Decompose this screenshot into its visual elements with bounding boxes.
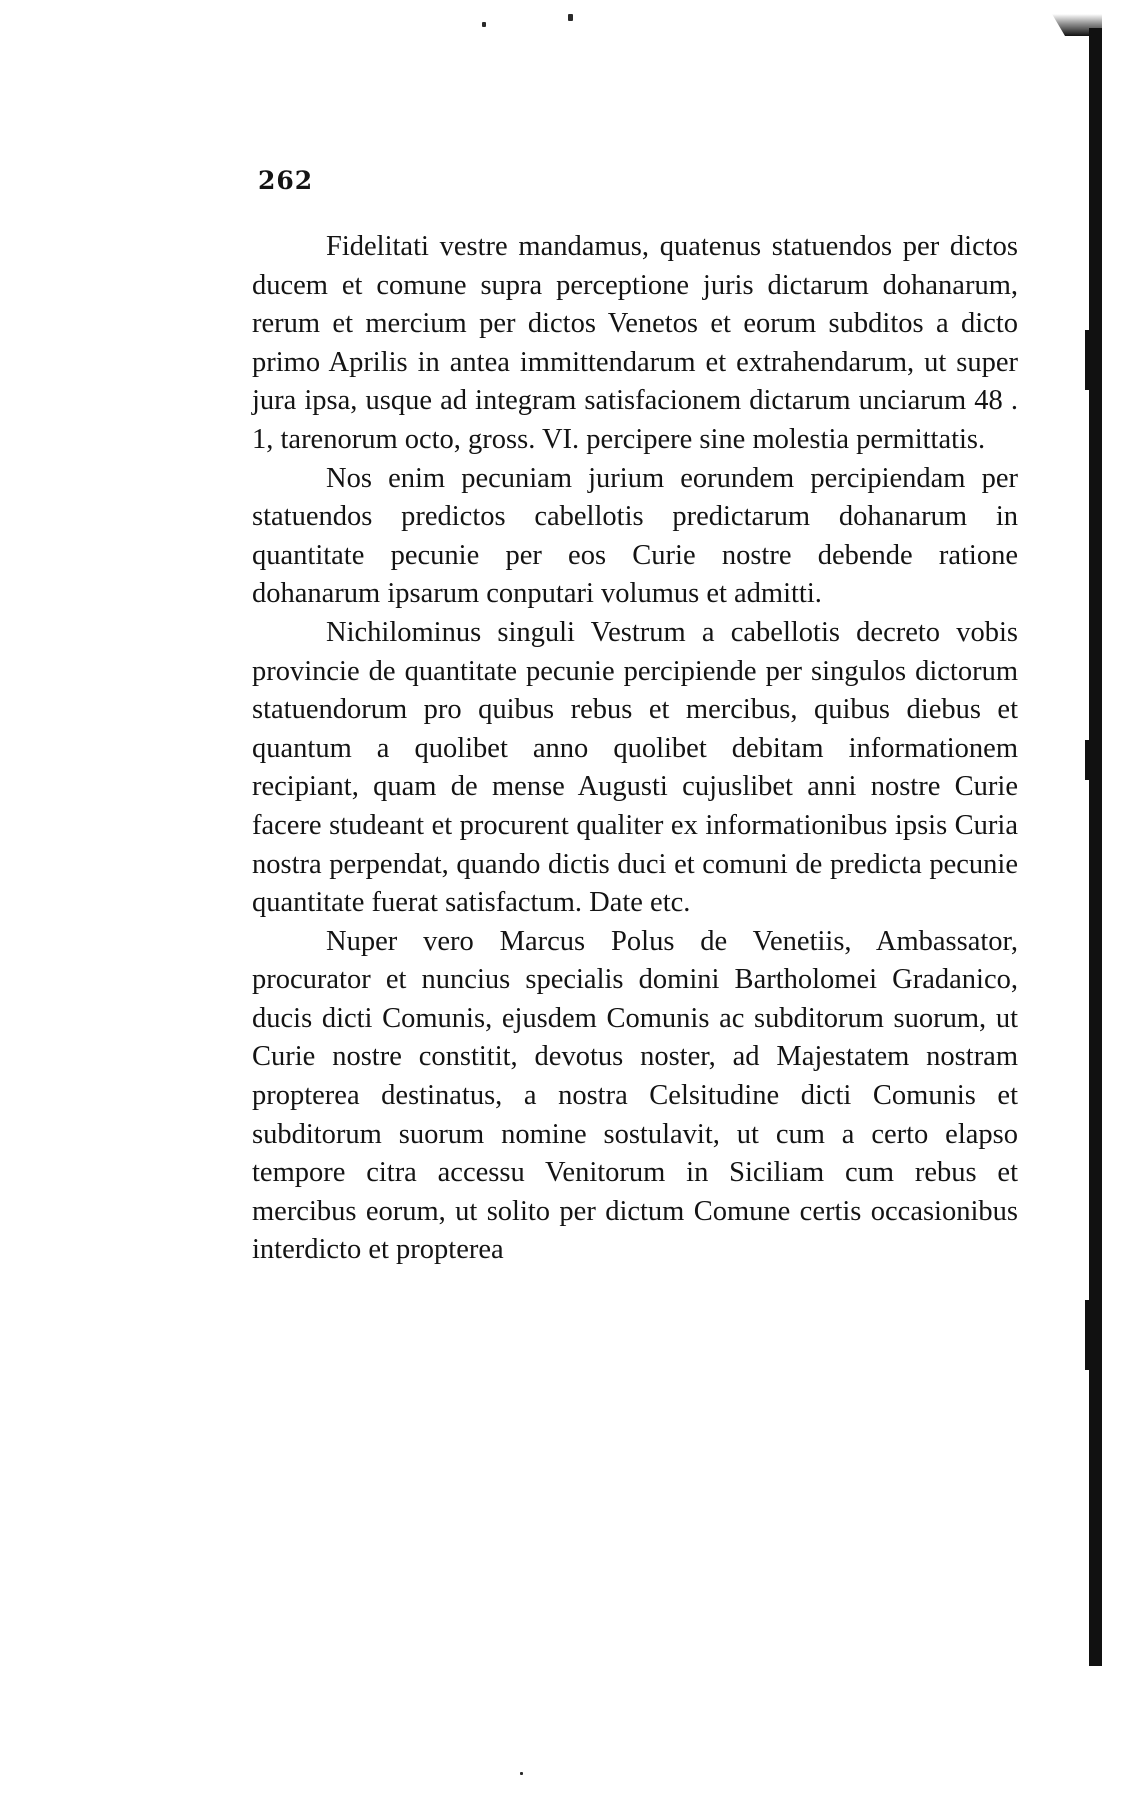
page-edge-shadow bbox=[1089, 28, 1102, 1666]
scan-speck bbox=[482, 22, 486, 27]
page-edge-shadow bbox=[1085, 740, 1089, 780]
paragraph: Nichilominus singuli Vestrum a cabellotis decreto vobis provincie de quantitate pecunie percipiende per singulos dictorum statuendorum pro quibus rebus et mercibus, quibus diebus et quantum a quolibet anno quolibet debitam informationem recipiant, quam de mense Augusti cujuslibet anni nostre Curie facere studeant et procurent qualiter ex informationibus ipsis Curia nostra perpendat, quando dictis duci et comuni de predicta pecunie quantitate fuerat satisfactum. Date etc. bbox=[252, 616, 1018, 919]
paragraph: Nos enim pecuniam jurium eorundem percipiendam per statuendos predictos cabellotis predictarum dohanarum in quantitate pecunie per eos Curie nostre debende ratione dohanarum ipsarum conputari volumus et admitti. bbox=[252, 462, 1018, 610]
page-number: 262 bbox=[258, 166, 314, 195]
paragraph: Fidelitati vestre mandamus, quatenus statuendos per dictos ducem et comune supra perceptione juris dictarum dohanarum, rerum et mercium per dictos Venetos et eorum subditos a dicto primo Aprilis in antea immittendarum et extrahendarum, ut super jura ipsa, usque ad integram satisfacionem dictarum unciarum 48 . 1, tarenorum octo, gross. VI. percipere sine molestia permittatis. bbox=[252, 231, 1018, 455]
paragraph: Nuper vero Marcus Polus de Venetiis, Ambassator, procurator et nuncius specialis domini Bartholomei Gradanico, ducis dicti Comunis, ejusdem Comunis ac subditorum suorum, ut Curie nostre constitit, devotus noster, ad Majestatem nostram propterea destinatus, a nostra Celsitudine dicti Comunis et subditorum suorum nomine sostulavit, ut cum a certo elapso tempore citra accessu Venitorum in Siciliam cum rebus et mercibus eorum, ut solito per dictum Comune certis occasionibus interdicto et propterea bbox=[252, 925, 1018, 1266]
page-edge-shadow bbox=[1085, 1300, 1089, 1370]
body-text bbox=[252, 228, 1018, 1270]
scan-speck bbox=[568, 14, 573, 21]
scan-speck bbox=[520, 1772, 523, 1775]
page-edge-shadow bbox=[1085, 330, 1089, 390]
